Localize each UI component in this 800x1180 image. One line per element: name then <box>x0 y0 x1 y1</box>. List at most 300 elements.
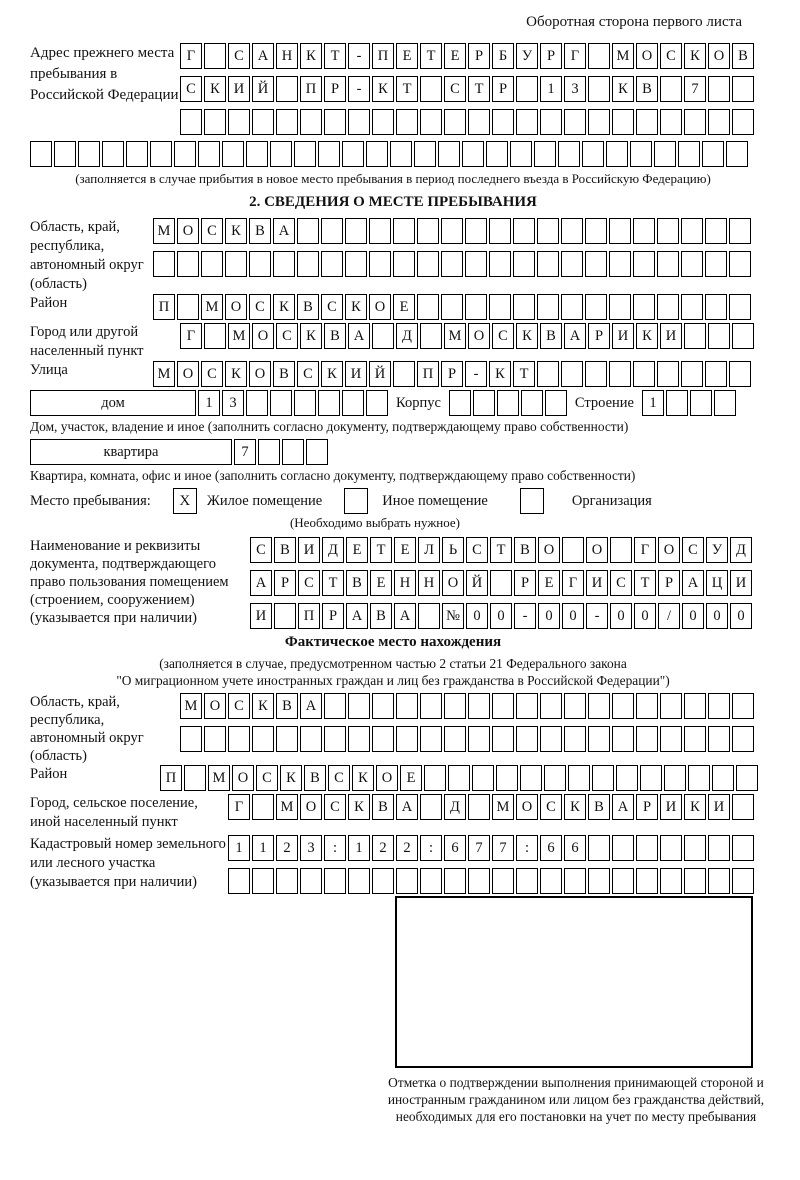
char-box[interactable]: 2 <box>276 835 298 861</box>
char-box[interactable]: Б <box>492 43 514 69</box>
char-box[interactable]: Л <box>418 537 440 563</box>
char-box[interactable] <box>606 141 628 167</box>
char-box[interactable] <box>729 361 751 387</box>
char-box[interactable]: М <box>276 794 298 820</box>
char-box[interactable] <box>444 868 466 894</box>
char-box[interactable] <box>306 439 328 465</box>
char-box[interactable] <box>492 109 514 135</box>
char-box[interactable] <box>366 141 388 167</box>
char-box[interactable]: К <box>280 765 302 791</box>
char-box[interactable] <box>616 765 638 791</box>
char-box[interactable] <box>465 251 487 277</box>
char-box[interactable]: С <box>228 43 250 69</box>
char-box[interactable] <box>348 726 370 752</box>
char-box[interactable] <box>126 141 148 167</box>
char-box[interactable]: С <box>228 693 250 719</box>
char-box[interactable]: Т <box>513 361 535 387</box>
char-box[interactable] <box>449 390 471 416</box>
char-box[interactable]: Т <box>324 43 346 69</box>
char-box[interactable]: П <box>372 43 394 69</box>
char-box[interactable]: М <box>444 323 466 349</box>
char-box[interactable]: М <box>201 294 223 320</box>
char-box[interactable] <box>496 765 518 791</box>
char-box[interactable] <box>489 218 511 244</box>
char-box[interactable]: М <box>153 361 175 387</box>
char-box[interactable] <box>345 218 367 244</box>
char-box[interactable] <box>561 218 583 244</box>
char-box[interactable] <box>588 835 610 861</box>
char-box[interactable] <box>562 537 584 563</box>
char-box[interactable] <box>537 218 559 244</box>
char-box[interactable] <box>393 218 415 244</box>
char-box[interactable]: О <box>300 794 322 820</box>
char-box[interactable]: А <box>273 218 295 244</box>
char-box[interactable] <box>633 361 655 387</box>
char-box[interactable] <box>630 141 652 167</box>
char-box[interactable]: Г <box>180 43 202 69</box>
char-box[interactable] <box>657 218 679 244</box>
char-box[interactable]: 7 <box>492 835 514 861</box>
char-box[interactable] <box>612 868 634 894</box>
char-box[interactable]: П <box>300 76 322 102</box>
char-box[interactable] <box>660 726 682 752</box>
char-box[interactable] <box>609 218 631 244</box>
char-box[interactable]: Т <box>420 43 442 69</box>
char-box[interactable]: Е <box>400 765 422 791</box>
char-box[interactable]: О <box>636 43 658 69</box>
char-box[interactable]: К <box>273 294 295 320</box>
char-box[interactable] <box>681 218 703 244</box>
char-box[interactable]: Р <box>441 361 463 387</box>
char-box[interactable] <box>654 141 676 167</box>
char-box[interactable] <box>441 294 463 320</box>
char-box[interactable] <box>324 109 346 135</box>
char-box[interactable]: С <box>249 294 271 320</box>
char-box[interactable] <box>369 218 391 244</box>
char-box[interactable] <box>636 726 658 752</box>
char-box[interactable]: С <box>298 570 320 596</box>
char-box[interactable]: - <box>348 43 370 69</box>
char-box[interactable]: 7 <box>234 439 256 465</box>
char-box[interactable]: И <box>250 603 272 629</box>
char-box[interactable]: В <box>324 323 346 349</box>
char-box[interactable] <box>417 218 439 244</box>
char-box[interactable]: М <box>612 43 634 69</box>
char-box[interactable] <box>54 141 76 167</box>
char-box[interactable]: Д <box>730 537 752 563</box>
char-box[interactable] <box>420 868 442 894</box>
char-box[interactable]: К <box>225 361 247 387</box>
char-box[interactable] <box>705 294 727 320</box>
char-box[interactable]: С <box>201 218 223 244</box>
char-box[interactable] <box>465 218 487 244</box>
char-box[interactable] <box>252 868 274 894</box>
char-box[interactable]: Р <box>636 794 658 820</box>
char-box[interactable]: 6 <box>540 835 562 861</box>
char-box[interactable] <box>324 868 346 894</box>
char-box[interactable] <box>516 693 538 719</box>
char-box[interactable]: А <box>394 603 416 629</box>
char-box[interactable]: Р <box>324 76 346 102</box>
char-box[interactable] <box>564 726 586 752</box>
char-box[interactable] <box>441 251 463 277</box>
char-box[interactable]: М <box>180 693 202 719</box>
char-box[interactable]: В <box>732 43 754 69</box>
char-box[interactable]: В <box>514 537 536 563</box>
char-box[interactable] <box>420 109 442 135</box>
char-box[interactable] <box>225 251 247 277</box>
char-box[interactable] <box>393 251 415 277</box>
char-box[interactable] <box>702 141 724 167</box>
char-box[interactable] <box>537 361 559 387</box>
char-box[interactable] <box>222 141 244 167</box>
char-box[interactable] <box>418 603 440 629</box>
char-box[interactable] <box>102 141 124 167</box>
char-box[interactable] <box>684 868 706 894</box>
checkbox-zhiloe[interactable]: Х <box>173 488 197 514</box>
char-box[interactable]: В <box>276 693 298 719</box>
char-box[interactable] <box>712 765 734 791</box>
char-box[interactable]: 0 <box>466 603 488 629</box>
char-box[interactable] <box>732 868 754 894</box>
char-box[interactable] <box>609 294 631 320</box>
char-box[interactable] <box>318 141 340 167</box>
char-box[interactable]: А <box>612 794 634 820</box>
char-box[interactable]: Т <box>322 570 344 596</box>
char-box[interactable]: К <box>684 794 706 820</box>
char-box[interactable] <box>736 765 758 791</box>
char-box[interactable]: Т <box>468 76 490 102</box>
char-box[interactable] <box>688 765 710 791</box>
char-box[interactable] <box>521 390 543 416</box>
char-box[interactable] <box>537 251 559 277</box>
char-box[interactable]: 1 <box>198 390 220 416</box>
char-box[interactable]: - <box>465 361 487 387</box>
char-box[interactable] <box>468 794 490 820</box>
char-box[interactable]: И <box>730 570 752 596</box>
char-box[interactable]: № <box>442 603 464 629</box>
char-box[interactable]: С <box>660 43 682 69</box>
char-box[interactable] <box>201 251 223 277</box>
char-box[interactable] <box>510 141 532 167</box>
char-box[interactable]: К <box>352 765 374 791</box>
char-box[interactable]: А <box>396 794 418 820</box>
char-box[interactable]: Н <box>418 570 440 596</box>
char-box[interactable]: - <box>348 76 370 102</box>
char-box[interactable] <box>276 726 298 752</box>
char-box[interactable]: М <box>228 323 250 349</box>
char-box[interactable]: А <box>564 323 586 349</box>
char-box[interactable] <box>540 693 562 719</box>
char-box[interactable] <box>516 726 538 752</box>
char-box[interactable] <box>681 294 703 320</box>
char-box[interactable] <box>174 141 196 167</box>
char-box[interactable] <box>612 109 634 135</box>
char-box[interactable] <box>561 361 583 387</box>
char-box[interactable] <box>345 251 367 277</box>
char-box[interactable] <box>585 294 607 320</box>
char-box[interactable]: Й <box>369 361 391 387</box>
char-box[interactable]: 6 <box>564 835 586 861</box>
char-box[interactable]: К <box>348 794 370 820</box>
char-box[interactable]: 0 <box>610 603 632 629</box>
char-box[interactable]: Р <box>492 76 514 102</box>
char-box[interactable]: И <box>228 76 250 102</box>
char-box[interactable]: И <box>586 570 608 596</box>
char-box[interactable]: Р <box>588 323 610 349</box>
char-box[interactable] <box>473 390 495 416</box>
char-box[interactable]: 0 <box>706 603 728 629</box>
char-box[interactable] <box>468 109 490 135</box>
char-box[interactable]: Й <box>252 76 274 102</box>
char-box[interactable]: 3 <box>564 76 586 102</box>
char-box[interactable]: Д <box>322 537 344 563</box>
char-box[interactable] <box>249 251 271 277</box>
char-box[interactable] <box>660 693 682 719</box>
char-box[interactable]: Е <box>396 43 418 69</box>
char-box[interactable] <box>324 693 346 719</box>
char-box[interactable]: Е <box>394 537 416 563</box>
char-box[interactable] <box>273 251 295 277</box>
char-box[interactable]: О <box>708 43 730 69</box>
char-box[interactable] <box>708 76 730 102</box>
char-box[interactable]: 6 <box>444 835 466 861</box>
char-box[interactable] <box>372 693 394 719</box>
char-box[interactable]: О <box>468 323 490 349</box>
char-box[interactable] <box>228 868 250 894</box>
char-box[interactable]: К <box>252 693 274 719</box>
char-box[interactable]: У <box>706 537 728 563</box>
char-box[interactable]: А <box>682 570 704 596</box>
char-box[interactable] <box>497 390 519 416</box>
char-box[interactable]: О <box>204 693 226 719</box>
char-box[interactable]: К <box>345 294 367 320</box>
char-box[interactable] <box>732 835 754 861</box>
char-box[interactable]: В <box>636 76 658 102</box>
char-box[interactable] <box>177 251 199 277</box>
char-box[interactable] <box>180 109 202 135</box>
char-box[interactable]: Г <box>634 537 656 563</box>
char-box[interactable]: : <box>324 835 346 861</box>
char-box[interactable] <box>729 294 751 320</box>
char-box[interactable] <box>489 294 511 320</box>
char-box[interactable] <box>513 251 535 277</box>
char-box[interactable]: К <box>564 794 586 820</box>
char-box[interactable] <box>444 726 466 752</box>
char-box[interactable]: Ь <box>442 537 464 563</box>
char-box[interactable]: К <box>636 323 658 349</box>
char-box[interactable] <box>297 251 319 277</box>
char-box[interactable]: : <box>516 835 538 861</box>
char-box[interactable]: Ц <box>706 570 728 596</box>
char-box[interactable] <box>714 390 736 416</box>
char-box[interactable] <box>372 868 394 894</box>
char-box[interactable] <box>420 76 442 102</box>
char-box[interactable]: Р <box>658 570 680 596</box>
char-box[interactable]: К <box>372 76 394 102</box>
char-box[interactable] <box>396 109 418 135</box>
char-box[interactable]: 7 <box>468 835 490 861</box>
char-box[interactable] <box>708 109 730 135</box>
char-box[interactable] <box>282 439 304 465</box>
char-box[interactable] <box>294 390 316 416</box>
char-box[interactable]: А <box>346 603 368 629</box>
char-box[interactable] <box>732 76 754 102</box>
char-box[interactable]: Г <box>562 570 584 596</box>
char-box[interactable] <box>588 868 610 894</box>
char-box[interactable]: К <box>204 76 226 102</box>
char-box[interactable]: 1 <box>642 390 664 416</box>
char-box[interactable]: И <box>660 323 682 349</box>
char-box[interactable] <box>684 109 706 135</box>
char-box[interactable]: М <box>492 794 514 820</box>
char-box[interactable]: Р <box>274 570 296 596</box>
char-box[interactable] <box>318 390 340 416</box>
char-box[interactable]: И <box>345 361 367 387</box>
char-box[interactable]: М <box>208 765 230 791</box>
char-box[interactable]: В <box>274 537 296 563</box>
char-box[interactable] <box>276 868 298 894</box>
char-box[interactable] <box>612 726 634 752</box>
char-box[interactable]: 2 <box>372 835 394 861</box>
char-box[interactable] <box>660 109 682 135</box>
char-box[interactable]: С <box>540 794 562 820</box>
char-box[interactable]: И <box>612 323 634 349</box>
char-box[interactable]: А <box>300 693 322 719</box>
char-box[interactable] <box>424 765 446 791</box>
char-box[interactable] <box>660 76 682 102</box>
char-box[interactable]: П <box>417 361 439 387</box>
char-box[interactable] <box>472 765 494 791</box>
char-box[interactable] <box>393 361 415 387</box>
char-box[interactable]: А <box>250 570 272 596</box>
char-box[interactable] <box>294 141 316 167</box>
char-box[interactable] <box>610 537 632 563</box>
char-box[interactable] <box>198 141 220 167</box>
char-box[interactable] <box>258 439 280 465</box>
char-box[interactable] <box>204 323 226 349</box>
char-box[interactable]: Р <box>540 43 562 69</box>
char-box[interactable] <box>177 294 199 320</box>
char-box[interactable] <box>444 693 466 719</box>
char-box[interactable] <box>690 390 712 416</box>
char-box[interactable] <box>513 294 535 320</box>
checkbox-org[interactable] <box>520 488 544 514</box>
char-box[interactable] <box>564 693 586 719</box>
char-box[interactable]: Г <box>564 43 586 69</box>
char-box[interactable] <box>252 794 274 820</box>
char-box[interactable] <box>348 693 370 719</box>
char-box[interactable] <box>516 76 538 102</box>
char-box[interactable]: В <box>304 765 326 791</box>
char-box[interactable] <box>468 693 490 719</box>
char-box[interactable]: С <box>610 570 632 596</box>
char-box[interactable]: К <box>516 323 538 349</box>
char-box[interactable]: - <box>514 603 536 629</box>
char-box[interactable] <box>564 109 586 135</box>
char-box[interactable] <box>609 251 631 277</box>
char-box[interactable] <box>78 141 100 167</box>
char-box[interactable]: 1 <box>228 835 250 861</box>
char-box[interactable]: К <box>300 323 322 349</box>
char-box[interactable]: Т <box>490 537 512 563</box>
char-box[interactable] <box>300 726 322 752</box>
char-box[interactable] <box>660 835 682 861</box>
char-box[interactable] <box>300 868 322 894</box>
char-box[interactable] <box>390 141 412 167</box>
char-box[interactable] <box>708 323 730 349</box>
char-box[interactable]: - <box>586 603 608 629</box>
char-box[interactable]: П <box>160 765 182 791</box>
char-box[interactable] <box>561 251 583 277</box>
char-box[interactable]: / <box>658 603 680 629</box>
char-box[interactable]: 0 <box>634 603 656 629</box>
char-box[interactable] <box>568 765 590 791</box>
char-box[interactable]: Е <box>346 537 368 563</box>
char-box[interactable] <box>684 323 706 349</box>
char-box[interactable]: К <box>321 361 343 387</box>
char-box[interactable] <box>246 390 268 416</box>
char-box[interactable]: П <box>298 603 320 629</box>
char-box[interactable] <box>640 765 662 791</box>
char-box[interactable]: Е <box>393 294 415 320</box>
char-box[interactable] <box>468 868 490 894</box>
char-box[interactable] <box>585 218 607 244</box>
char-box[interactable]: 1 <box>252 835 274 861</box>
char-box[interactable]: 3 <box>222 390 244 416</box>
char-box[interactable]: Р <box>468 43 490 69</box>
char-box[interactable] <box>204 726 226 752</box>
char-box[interactable]: С <box>682 537 704 563</box>
char-box[interactable] <box>492 726 514 752</box>
char-box[interactable] <box>228 109 250 135</box>
char-box[interactable]: Н <box>276 43 298 69</box>
char-box[interactable]: К <box>684 43 706 69</box>
char-box[interactable]: О <box>369 294 391 320</box>
char-box[interactable] <box>636 109 658 135</box>
char-box[interactable]: С <box>324 794 346 820</box>
char-box[interactable]: С <box>466 537 488 563</box>
char-box[interactable] <box>657 294 679 320</box>
char-box[interactable]: О <box>252 323 274 349</box>
char-box[interactable] <box>150 141 172 167</box>
char-box[interactable] <box>396 693 418 719</box>
char-box[interactable] <box>516 868 538 894</box>
char-box[interactable] <box>636 693 658 719</box>
char-box[interactable] <box>492 693 514 719</box>
char-box[interactable]: С <box>297 361 319 387</box>
char-box[interactable]: В <box>588 794 610 820</box>
char-box[interactable]: Т <box>396 76 418 102</box>
char-box[interactable] <box>348 109 370 135</box>
char-box[interactable]: С <box>321 294 343 320</box>
char-box[interactable]: Й <box>466 570 488 596</box>
char-box[interactable] <box>540 109 562 135</box>
char-box[interactable]: Е <box>538 570 560 596</box>
char-box[interactable] <box>705 251 727 277</box>
char-box[interactable] <box>636 835 658 861</box>
char-box[interactable] <box>592 765 614 791</box>
char-box[interactable] <box>153 251 175 277</box>
char-box[interactable] <box>366 390 388 416</box>
char-box[interactable] <box>297 218 319 244</box>
char-box[interactable] <box>321 218 343 244</box>
char-box[interactable]: А <box>348 323 370 349</box>
char-box[interactable] <box>729 251 751 277</box>
char-box[interactable]: К <box>300 43 322 69</box>
char-box[interactable]: В <box>370 603 392 629</box>
char-box[interactable] <box>448 765 470 791</box>
